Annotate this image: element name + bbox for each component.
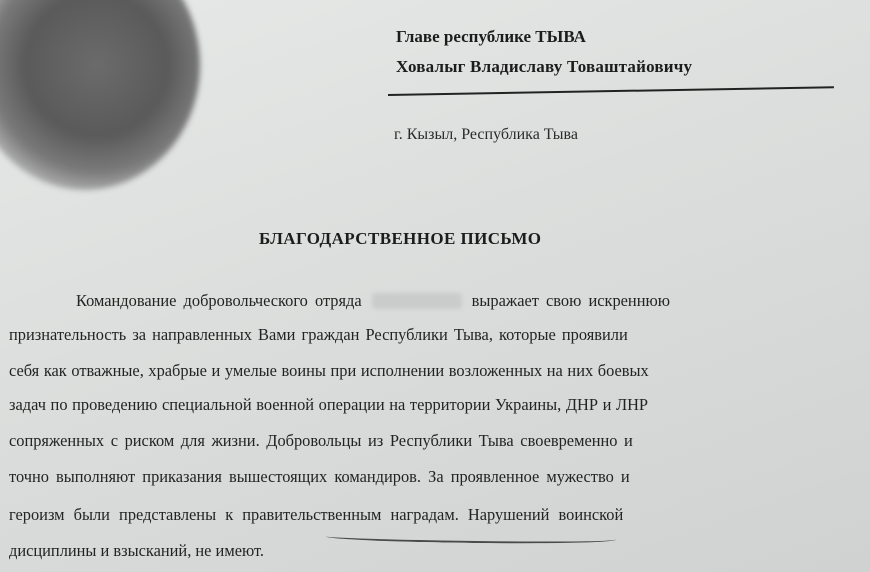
body-line-1-end: выражает свою искреннюю <box>471 291 670 310</box>
body-line-8: дисциплины и взысканий, не имеют. <box>9 541 265 560</box>
body-line-3: себя как отважные, храбрые и умелые воины при исполнении возложенных на них боевых <box>9 361 649 380</box>
addressee-title: Главе республике ТЫВА <box>396 27 586 46</box>
address-rule <box>388 86 834 96</box>
body-line-4: задач по проведению специальной военной операции на территории Украины, ДНР и ЛНР <box>9 395 649 414</box>
handwritten-underline <box>326 530 616 545</box>
addressee-name: Ховалыг Владиславу Товаштайовичу <box>396 57 693 76</box>
body-line-7: героизм были представлены к правительственным наградам. Нарушений воинской <box>9 505 624 524</box>
addressee-block <box>396 22 692 82</box>
body-line-6: точно выполняют приказания вышестоящих командиров. За проявленное мужество и <box>9 467 630 486</box>
body-line-5: сопряженных с риском для жизни. Добровольцы из Республики Тыва своевременно и <box>9 431 633 450</box>
body-line-1 <box>76 291 670 311</box>
letter-title: БЛАГОДАРСТВЕННОЕ ПИСЬМО <box>259 229 542 248</box>
body-line-1-start: Командование добровольческого отряда <box>76 291 362 310</box>
blurred-stamp <box>0 0 200 190</box>
body-line-2: признательность за направленных Вами граждан Республики Тыва, которые проявили <box>9 325 628 344</box>
city-line: г. Кызыл, Республика Тыва <box>394 126 578 143</box>
redacted-unit-name <box>372 293 462 309</box>
